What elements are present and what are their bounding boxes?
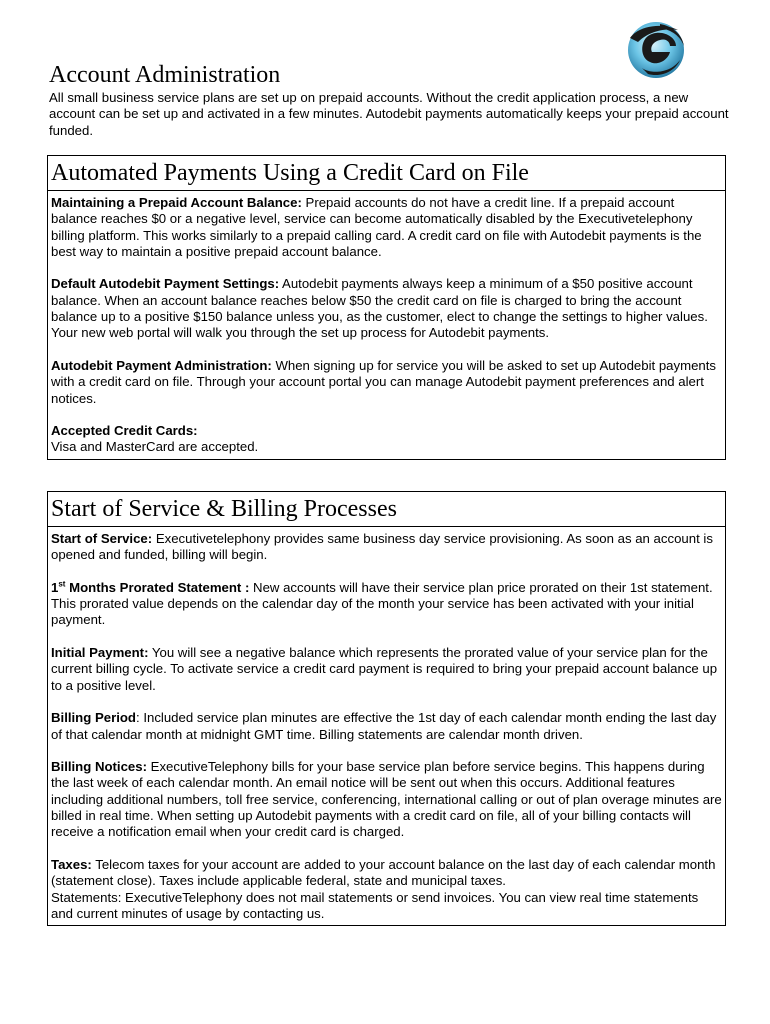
start-of-service-paragraph (51, 531, 722, 564)
prorated-label-rest: Months Prorated Statement : (65, 579, 250, 595)
taxes-label: Taxes: (51, 856, 92, 872)
maintaining-balance-text: Prepaid accounts do not have a credit line. If a prepaid account balance reaches $0 or a negative level, service can become automatically disabled by the Executivetelephony billing platform. This works similarly to a prepaid calling card. A credit card on file with Autodebit payments is the best way to maintain a positive prepaid account balance. (51, 195, 702, 259)
maintaining-balance-label: Maintaining a Prepaid Account Balance: (51, 195, 302, 210)
start-of-service-text: Executivetelephony provides same business day service provisioning. As soon as an account is opened and funded, billing will begin. (51, 531, 713, 563)
automated-payments-section (47, 155, 726, 460)
taxes-paragraph (51, 857, 722, 922)
prorated-statement-label (51, 580, 249, 595)
taxes-text: Telecom taxes for your account are added to your account balance on the last day of each calendar month (statement close). Taxes include applicable federal, state and municipal taxes. (51, 856, 716, 889)
prorated-label-number: 1 (51, 579, 59, 595)
billing-period-label: Billing Period (51, 710, 136, 726)
accepted-cards-label: Accepted Credit Cards: (51, 423, 198, 439)
accepted-cards-text: Visa and MasterCard are accepted. (51, 439, 259, 455)
prorated-statement-paragraph (51, 580, 722, 629)
initial-payment-text: You will see a negative balance which represents the prorated value of your service plan for the current billing cycle. To activate service a credit card payment is required to bring your prepaid account balance up to a positive level. (51, 645, 718, 693)
initial-payment-paragraph (51, 645, 722, 694)
prorated-statement-text: New accounts will have their service plan price prorated on their 1st statement. This prorated value depends on the calendar day of the month your service has been activated with your initial payment. (51, 579, 713, 628)
billing-processes-heading: Start of Service & Billing Processes (48, 492, 725, 527)
default-settings-text: Autodebit payments always keep a minimum of a $50 positive account balance. When an account balance reaches below $50 the credit card on file is charged to bring the account balance up to a positive $150 balance unless you, as the customer, elect to change the settings to higher values. Your new web portal will walk you through the set up process for Autodebit payments. (51, 276, 708, 341)
billing-period-text: : Included service plan minutes are effective the 1st day of each calendar month ending the last day of that calendar month at midnight GMT time. Billing statements are calendar month driven. (51, 710, 717, 742)
e-globe-logo (620, 16, 692, 82)
autodebit-admin-label: Autodebit Payment Administration: (51, 357, 272, 373)
billing-notices-paragraph (51, 759, 722, 840)
default-settings-paragraph (51, 276, 722, 341)
billing-notices-text: ExecutiveTelephony bills for your base service plan before service begins. This happens during the last week of each calendar month. An email notice will be sent out when this occurs. Additional features including additional numbers, toll free service, conferencing, international calling or out of plan overage minutes are billed in real time. When setting up Autodebit payments with a credit card on file, all of your billing contacts will receive a notification email when your credit card is charged. (51, 759, 722, 840)
intro-paragraph: All small business service plans are set up on prepaid accounts. Without the credit application process, a new account can be set up and activated in a few minutes. Autodebit payments automatically keeps your prepaid account funded. (49, 90, 729, 138)
initial-payment-label: Initial Payment: (51, 645, 149, 661)
page-title: Account Administration (49, 62, 281, 88)
default-settings-label: Default Autodebit Payment Settings: (51, 276, 280, 292)
logo-graphic (620, 16, 692, 82)
accepted-cards-paragraph (51, 423, 722, 456)
start-of-service-label: Start of Service: (51, 531, 153, 546)
billing-period-paragraph (51, 710, 722, 743)
autodebit-admin-text: When signing up for service you will be asked to set up Autodebit payments with a credit card on file. Through your account portal you can manage Autodebit payment preferences and alert notices. (51, 357, 717, 406)
prorated-label-superscript: st (58, 579, 66, 589)
billing-processes-section (47, 491, 726, 926)
automated-payments-heading: Automated Payments Using a Credit Card on File (48, 156, 725, 191)
automated-payments-body (48, 191, 725, 459)
autodebit-admin-paragraph (51, 358, 722, 407)
billing-notices-label: Billing Notices: (51, 759, 147, 775)
maintaining-balance-paragraph (51, 195, 722, 260)
statements-text: Statements: ExecutiveTelephony does not mail statements or send invoices. You can view real time statements and current minutes of usage by contacting us. (51, 889, 699, 921)
billing-processes-body (48, 527, 725, 925)
